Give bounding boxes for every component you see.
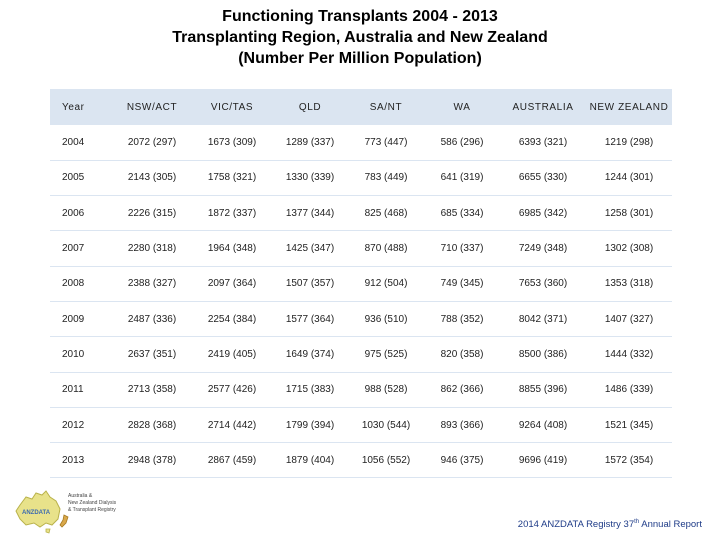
table-cell: 685 (334)	[440, 207, 484, 219]
report-footer	[518, 519, 702, 530]
table-cell: 1377 (344)	[285, 207, 335, 219]
column-header-nsw-act: NSW/ACT	[126, 101, 178, 113]
table-cell: 2097 (364)	[207, 278, 257, 290]
table-cell: 1444 (332)	[604, 348, 654, 360]
table-cell: 1353 (318)	[604, 278, 654, 290]
table-cell: 1425 (347)	[285, 243, 335, 255]
table-cell: 1673 (309)	[207, 136, 257, 148]
table-cell: 9264 (408)	[518, 419, 568, 431]
column-header-australia: AUSTRALIA	[512, 101, 574, 113]
table-cell: 1486 (339)	[604, 384, 654, 396]
table-cell: 6655 (330)	[518, 172, 568, 184]
table-cell: 1879 (404)	[285, 454, 335, 466]
table-row	[50, 301, 672, 336]
transplants-table	[50, 89, 672, 478]
table-cell: 1507 (357)	[285, 278, 335, 290]
table-row	[50, 337, 672, 372]
table-cell: 1758 (321)	[207, 172, 257, 184]
table-cell: 2280 (318)	[127, 243, 177, 255]
table-body	[50, 125, 672, 478]
table-cell: 2419 (405)	[207, 348, 257, 360]
title-line-3: (Number Per Million Population)	[238, 50, 482, 67]
table-cell: 8500 (386)	[518, 348, 568, 360]
table-cell: 783 (449)	[364, 172, 408, 184]
table-row	[50, 372, 672, 407]
logo-caption-line: New Zealand Dialysis	[68, 500, 117, 506]
table-row	[50, 443, 672, 478]
table-cell: 862 (366)	[440, 384, 484, 396]
table-cell: 936 (510)	[364, 313, 408, 325]
table-cell: 893 (366)	[440, 419, 484, 431]
table-cell: 2388 (327)	[127, 278, 177, 290]
table-cell: 788 (352)	[440, 313, 484, 325]
title-block	[0, 6, 720, 69]
table-cell-year: 2009	[62, 313, 85, 325]
table-cell-year: 2005	[62, 172, 85, 184]
new-zealand-shape	[60, 515, 68, 527]
table-cell: 2072 (297)	[127, 136, 177, 148]
column-header-qld: QLD	[298, 101, 322, 113]
table-cell: 2867 (459)	[207, 454, 257, 466]
table-cell: 946 (375)	[440, 454, 484, 466]
table-header-row	[50, 89, 672, 125]
transplants-table-container	[50, 89, 672, 478]
table-cell: 2226 (315)	[127, 207, 177, 219]
table-cell: 6985 (342)	[518, 207, 568, 219]
table-cell: 1258 (301)	[604, 207, 654, 219]
table-cell: 8855 (396)	[518, 384, 568, 396]
column-header-wa: WA	[453, 101, 471, 113]
footer-superscript: th	[634, 518, 640, 525]
table-cell: 1521 (345)	[604, 419, 654, 431]
table-row	[50, 160, 672, 195]
table-cell: 2487 (336)	[127, 313, 177, 325]
table-cell: 1572 (354)	[604, 454, 654, 466]
column-header-sa-nt: SA/NT	[369, 101, 403, 113]
table-cell: 586 (296)	[440, 136, 484, 148]
table-row	[50, 266, 672, 301]
table-cell-year: 2006	[62, 207, 85, 219]
table-cell: 1030 (544)	[361, 419, 411, 431]
title-line-1: Functioning Transplants 2004 - 2013	[222, 8, 498, 25]
table-cell: 2254 (384)	[207, 313, 257, 325]
table-cell: 9696 (419)	[518, 454, 568, 466]
table-row	[50, 407, 672, 442]
table-cell-year: 2004	[62, 136, 85, 148]
logo-caption	[68, 493, 128, 514]
column-header-year: Year	[62, 101, 85, 113]
title-line-2: Transplanting Region, Australia and New Zealand	[172, 29, 548, 46]
table-cell: 641 (319)	[440, 172, 484, 184]
table-cell: 2577 (426)	[207, 384, 257, 396]
table-cell: 1330 (339)	[285, 172, 335, 184]
table-cell-year: 2008	[62, 278, 85, 290]
table-cell: 7653 (360)	[518, 278, 568, 290]
table-cell: 710 (337)	[440, 243, 484, 255]
table-cell: 975 (525)	[364, 348, 408, 360]
table-cell: 870 (488)	[364, 243, 408, 255]
table-cell-year: 2012	[62, 419, 85, 431]
table-cell: 1715 (383)	[285, 384, 335, 396]
table-cell: 1302 (308)	[604, 243, 654, 255]
table-cell: 6393 (321)	[518, 136, 568, 148]
table-cell: 1056 (552)	[361, 454, 411, 466]
tasmania-shape	[46, 529, 50, 533]
table-cell: 1649 (374)	[285, 348, 335, 360]
table-cell: 2637 (351)	[127, 348, 177, 360]
table-cell: 749 (345)	[440, 278, 484, 290]
footer-suffix: Annual Report	[639, 519, 702, 530]
table-cell-year: 2013	[62, 454, 85, 466]
table-cell-year: 2007	[62, 243, 85, 255]
table-cell: 1244 (301)	[604, 172, 654, 184]
table-cell: 1872 (337)	[207, 207, 257, 219]
column-header-new-zealand: NEW ZEALAND	[589, 101, 669, 113]
table-cell: 1289 (337)	[285, 136, 335, 148]
table-cell: 1219 (298)	[604, 136, 654, 148]
table-cell: 825 (468)	[364, 207, 408, 219]
table-cell: 773 (447)	[364, 136, 408, 148]
table-row	[50, 231, 672, 266]
table-cell: 1407 (327)	[604, 313, 654, 325]
table-cell: 820 (358)	[440, 348, 484, 360]
table-cell: 912 (504)	[364, 278, 408, 290]
column-header-vic-tas: VIC/TAS	[210, 101, 254, 113]
table-cell: 1577 (364)	[285, 313, 335, 325]
table-cell: 2828 (368)	[127, 419, 177, 431]
table-cell: 2714 (442)	[207, 419, 257, 431]
table-cell: 1964 (348)	[207, 243, 257, 255]
logo-caption-line: Australia &	[68, 493, 93, 499]
footer-prefix: 2014 ANZDATA Registry 37	[517, 519, 635, 530]
table-row	[50, 196, 672, 231]
table-cell: 7249 (348)	[518, 243, 568, 255]
table-cell: 2713 (358)	[127, 384, 177, 396]
table-cell: 8042 (371)	[518, 313, 568, 325]
table-cell: 2143 (305)	[127, 172, 177, 184]
logo-mark-text: ANZDATA	[22, 510, 51, 516]
table-row	[50, 125, 672, 160]
table-cell-year: 2010	[62, 348, 85, 360]
table-cell-year: 2011	[62, 384, 84, 396]
table-cell: 2948 (378)	[127, 454, 177, 466]
logo-caption-line: & Transplant Registry	[68, 507, 116, 513]
australia-map-shape	[16, 491, 60, 527]
table-cell: 988 (528)	[364, 384, 408, 396]
table-cell: 1799 (394)	[285, 419, 335, 431]
